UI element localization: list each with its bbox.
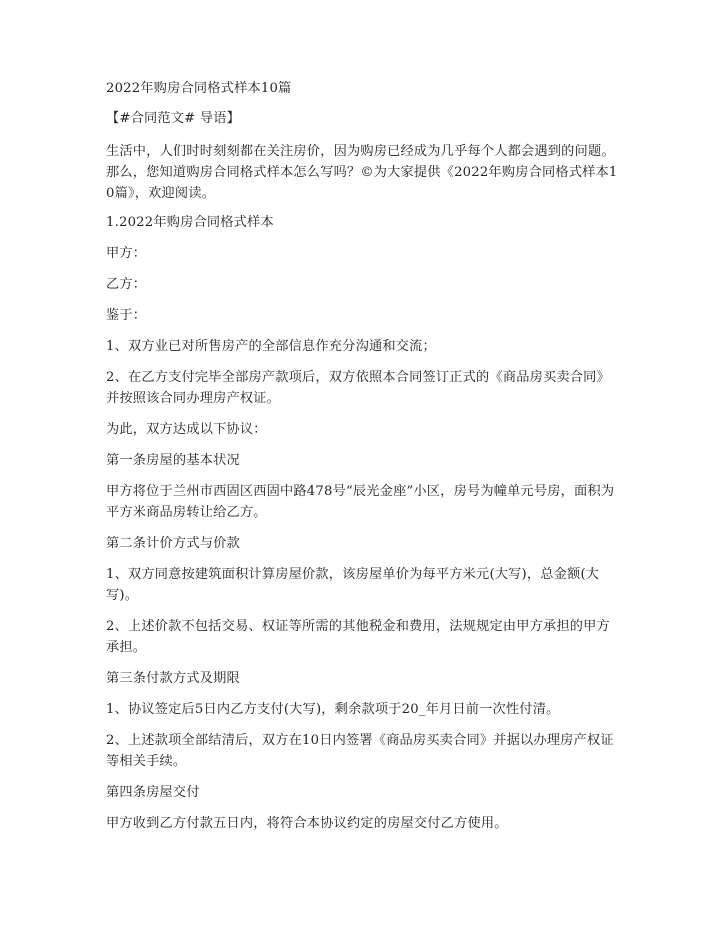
article-2-item-1: 1、双方同意按建筑面积计算房屋价款，该房屋单价为每平方米元(大写)，总金额(大写)。 bbox=[106, 567, 600, 603]
article-3-item-2: 2、上述款项全部结清后，双方在10日内签署《商品房买卖合同》并据以办理房产权证等相关手续。 bbox=[106, 733, 614, 769]
article-4-text: 甲方收到乙方付款五日内，将符合本协议约定的房屋交付乙方使用。 bbox=[106, 816, 508, 831]
whereas-heading: 鉴于： bbox=[106, 308, 147, 323]
party-b-line: 乙方： bbox=[106, 277, 147, 292]
document-title: 2022年购房合同格式样本10篇 bbox=[106, 81, 292, 96]
document-body bbox=[106, 78, 620, 844]
agreement-line: 为此，双方达成以下协议： bbox=[106, 422, 267, 437]
section-title: 1.2022年购房合同格式样本 bbox=[106, 215, 274, 230]
article-1-text: 甲方将位于兰州市西固区西固中路478号“辰光金座”小区，房号为幢单元号房，面积为平方米商品房转让给乙方。 bbox=[106, 484, 615, 520]
article-4-heading: 第四条房屋交付 bbox=[106, 785, 200, 800]
article-2-heading: 第二条计价方式与价款 bbox=[106, 536, 240, 551]
party-a-line: 甲方： bbox=[106, 246, 147, 261]
intro-paragraph: 生活中，人们时时刻刻都在关注房价，因为购房已经成为几乎每个人都会遇到的问题。那么，您知道购房合同格式样本怎么写吗？©为大家提供《2022年购房合同格式样本10篇》，欢迎阅读。 bbox=[106, 144, 618, 201]
article-2-item-2: 2、上述价款不包括交易、权证等所需的其他税金和费用，法规规定由甲方承担的甲方承担。 bbox=[106, 619, 610, 655]
article-3-heading: 第三条付款方式及期限 bbox=[106, 671, 240, 686]
article-1-heading: 第一条房屋的基本状况 bbox=[106, 453, 240, 468]
article-3-item-1: 1、协议签定后5日内乙方支付(大写)，剩余款项于20_年月日前一次性付清。 bbox=[106, 702, 560, 717]
whereas-item-1: 1、双方业已对所售房产的全部信息作充分沟通和交流； bbox=[106, 339, 436, 354]
whereas-item-2: 2、在乙方支付完毕全部房产款项后，双方依照本合同签订正式的《商品房买卖合同》并按照该合同办理房产权证。 bbox=[106, 370, 610, 406]
guide-heading: 【#合同范文# 导语】 bbox=[106, 111, 240, 126]
